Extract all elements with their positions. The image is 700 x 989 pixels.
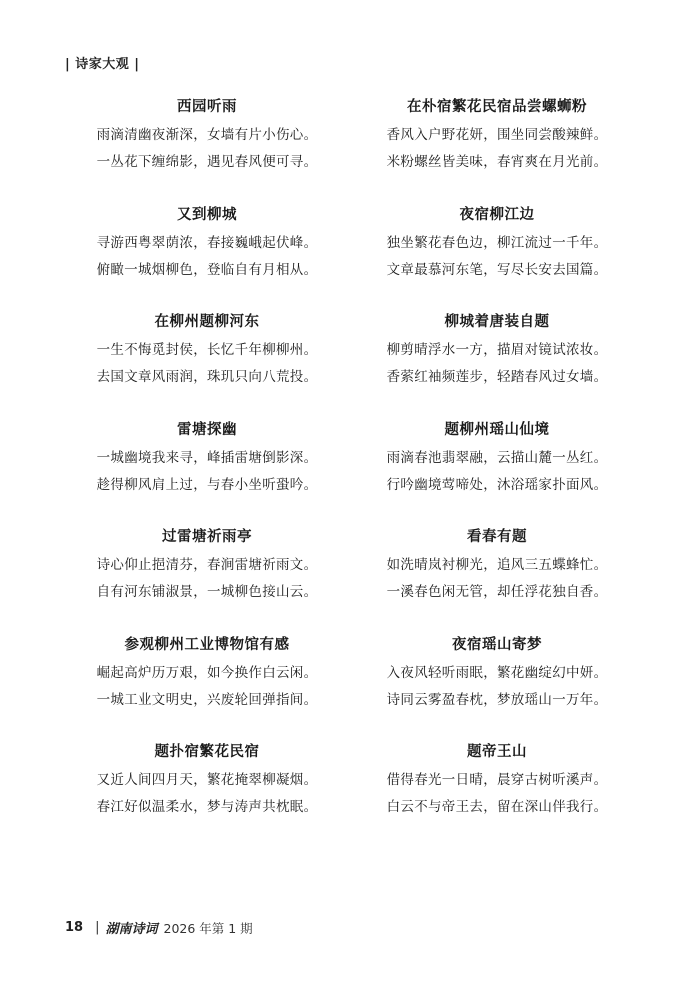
poem-line: 香风入户野花妍，围坐同尝酸辣鲜。 — [386, 127, 608, 143]
poem — [62, 635, 352, 743]
poem-line: 趁得柳风肩上过，与春小坐听蛩吟。 — [96, 476, 318, 493]
poem-title: 西园听雨 — [177, 98, 237, 115]
poem — [352, 742, 642, 850]
poem-line: 行吟幽境莺啼处，沐浴瑶家扑面风。 — [386, 476, 608, 493]
poem-title: 题柳州瑶山仙境 — [444, 420, 550, 438]
poem — [62, 97, 352, 205]
right-column — [352, 97, 642, 850]
poem-title: 参观柳州工业博物馆有感 — [124, 635, 290, 653]
poem-line: 雨滴清幽夜渐深，女墙有片小伤心。 — [96, 127, 318, 143]
poem-line: 自有河东铺淑景，一城柳色接山云。 — [96, 584, 318, 600]
poem — [62, 420, 352, 528]
poem-line: 崛起高炉历万艰，如今换作白云闲。 — [96, 664, 318, 681]
poem-line: 去国文章风雨润，珠玑只向八荒投。 — [96, 369, 318, 385]
poem-title: 柳城着唐装自题 — [444, 313, 550, 330]
poem — [352, 635, 642, 743]
poem-title: 题帝王山 — [467, 743, 527, 760]
section-header: | 诗家大观 | — [65, 57, 140, 72]
poem-title: 雷塘探幽 — [177, 420, 237, 438]
poem-title: 又到柳城 — [177, 205, 237, 223]
poem — [62, 312, 352, 420]
poem — [352, 420, 642, 528]
footer-separator: | — [95, 920, 100, 935]
poem-line: 文章最慕河东笔，写尽长安去国篇。 — [386, 261, 608, 278]
poem — [62, 205, 352, 313]
poem-line: 俯瞰一城烟柳色，登临自有月相从。 — [96, 261, 318, 278]
poem-title: 夜宿柳江边 — [459, 205, 535, 223]
poem-line: 一丛花下缠绵影，遇见春风便可寻。 — [96, 154, 318, 170]
page-number: 18 — [65, 920, 84, 935]
poem-line: 入夜风轻听雨眠，繁花幽绽幻中妍。 — [386, 664, 608, 681]
poem — [352, 527, 642, 635]
page-footer — [65, 918, 253, 937]
poem-line: 如洗晴岚衬柳光，追风三五蝶蜂忙。 — [386, 557, 608, 573]
poem-line: 白云不与帝王去，留在深山伴我行。 — [386, 799, 608, 815]
left-column — [62, 97, 352, 850]
poem-line: 独坐繁花春色边，柳江流过一千年。 — [386, 234, 608, 251]
poem-title: 看春有题 — [467, 528, 527, 545]
poem-line: 又近人间四月天，繁花掩翠柳凝烟。 — [96, 772, 318, 788]
poem-line: 柳剪晴浮水一方，描眉对镜试浓妆。 — [386, 342, 608, 358]
poem — [62, 527, 352, 635]
poem-line: 雨滴春池翡翠融，云描山麓一丛红。 — [386, 449, 608, 466]
poem — [352, 205, 642, 313]
poem-line: 一城幽境我来寻，峰插雷塘倒影深。 — [96, 449, 318, 466]
poem-line: 一溪春色闲无管，却任浮花独自香。 — [386, 584, 608, 600]
poem — [62, 742, 352, 850]
poem-line: 诗心仰止挹清芬，春涧雷塘祈雨文。 — [96, 557, 318, 573]
poem — [352, 312, 642, 420]
poem-line: 寻游西粤翠荫浓，春接巍峨起伏峰。 — [96, 234, 318, 251]
journal-logo: 湖南诗词 — [105, 922, 158, 937]
poem-line: 一生不悔觅封侯，长忆千年柳柳州。 — [96, 342, 318, 358]
poem-line: 米粉螺丝皆美味，春宵爽在月光前。 — [386, 154, 608, 170]
poem-line: 一城工业文明史，兴废轮回弹指间。 — [96, 691, 318, 708]
poem-line: 春江好似温柔水，梦与涛声共枕眠。 — [96, 799, 318, 815]
issue-label: 2026 年第 1 期 — [163, 920, 253, 936]
poem-line: 借得春光一日晴，晨穿古树听溪声。 — [386, 772, 608, 788]
poem-line: 诗同云雾盈春枕，梦放瑶山一万年。 — [386, 691, 608, 708]
poem-title: 夜宿瑶山寄梦 — [452, 635, 542, 653]
poem-title: 在朴宿繁花民宿品尝螺蛳粉 — [407, 98, 587, 115]
poem — [352, 97, 642, 205]
poem-title: 题扑宿繁花民宿 — [154, 743, 260, 760]
poem-title: 过雷塘祈雨亭 — [162, 528, 252, 545]
poem-line: 香萦红袖频莲步，轻踏春风过女墙。 — [386, 369, 608, 385]
poem-title: 在柳州题柳河东 — [154, 313, 260, 330]
